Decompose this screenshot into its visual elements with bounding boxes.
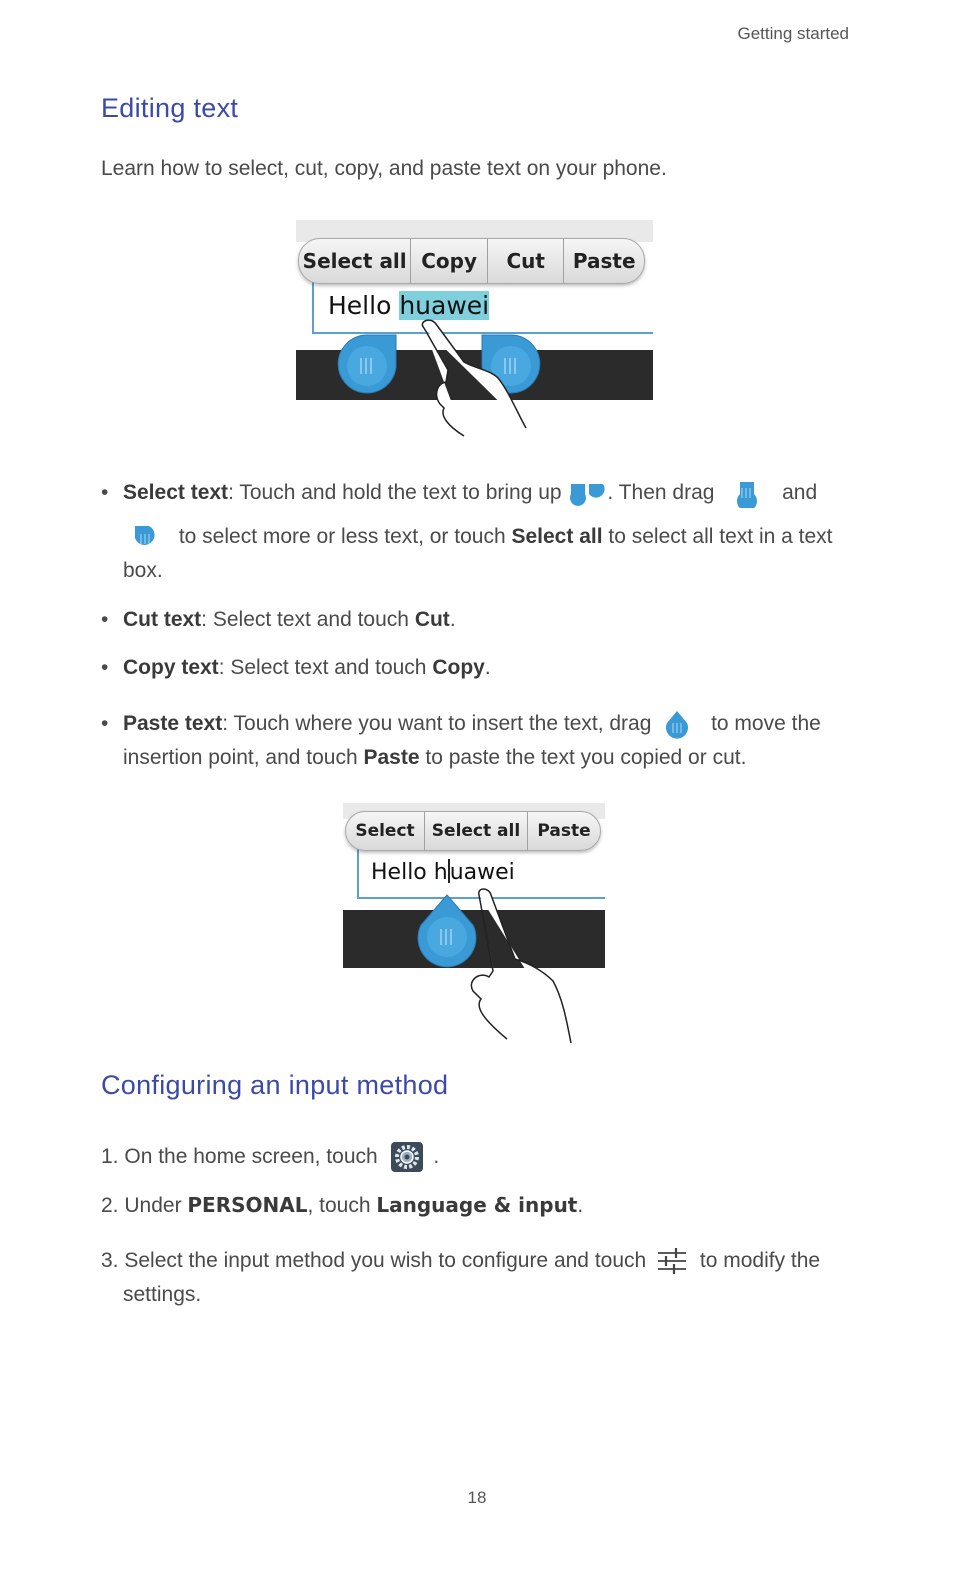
cut-text-desc-1: : Select text and touch — [201, 608, 415, 631]
step-number: 1. — [101, 1145, 119, 1168]
field-text-before-cursor: Hello h — [371, 860, 448, 885]
paste-text-desc-1: : Touch where you want to insert the text, drag — [222, 712, 658, 735]
left-selection-handle-icon — [728, 478, 768, 508]
step-number: 2. — [101, 1194, 119, 1217]
step-2-text-1: Under — [124, 1194, 188, 1217]
pointing-hand-icon — [471, 889, 571, 1043]
label-paste: Paste — [363, 746, 420, 769]
menu-paste: Paste — [572, 249, 636, 273]
insertion-handle-and-hand — [343, 803, 605, 1048]
settings-gear-icon — [390, 1141, 424, 1173]
step-1-end: . — [433, 1145, 440, 1168]
select-text-desc-2: . Then drag — [607, 481, 721, 504]
step-3-text-3: settings. — [123, 1283, 202, 1306]
bullet-dot: • — [101, 656, 109, 679]
label-cut: Cut — [414, 608, 450, 631]
field-text-plain: Hello — [328, 291, 400, 320]
label-copy: Copy — [432, 656, 485, 679]
label-cut-text: Cut text — [123, 608, 202, 631]
field-text-selected: huawei — [399, 291, 490, 320]
section-title-configuring-input: Configuring an input method — [101, 1070, 449, 1100]
step-2-end: . — [577, 1194, 584, 1217]
running-header: Getting started — [737, 24, 849, 43]
menu-paste: Paste — [537, 821, 591, 841]
section-title-editing-text: Editing text — [101, 93, 239, 123]
step-3 — [101, 1244, 861, 1312]
bullet-dot: • — [101, 712, 109, 735]
step-3-text-2: to modify the — [699, 1249, 821, 1272]
menu-copy: Copy — [411, 239, 488, 283]
bullet-cut-text — [101, 603, 841, 637]
bullet-paste-text — [101, 707, 841, 777]
step-1-text: On the home screen, touch — [124, 1145, 384, 1168]
label-select-all: Select all — [511, 525, 603, 548]
text-selection-handles-icon — [567, 480, 607, 506]
step-number: 3. — [101, 1249, 119, 1272]
menu-select: Select — [346, 812, 425, 850]
step-3-text-1: Select the input method you wish to configure and touch — [124, 1249, 653, 1272]
insertion-handle-icon — [657, 709, 697, 739]
select-text-desc-1: : Touch and hold the text to bring up — [228, 481, 568, 504]
selection-handles-and-hand — [296, 220, 653, 440]
menu-select-all: Select all — [425, 812, 528, 850]
paste-text-desc-2: to move the — [705, 712, 821, 735]
page-number: 18 — [467, 1488, 487, 1507]
select-text-desc-4: to select more or less text, or touch — [173, 525, 512, 548]
field-text-after-cursor: uawei — [449, 860, 515, 885]
figure-paste-text — [343, 803, 605, 1048]
right-selection-handle-icon — [131, 522, 161, 552]
bullet-select-text — [101, 476, 841, 586]
cut-text-desc-2: . — [449, 608, 456, 631]
select-text-desc-3: and — [776, 481, 818, 504]
label-copy-text: Copy text — [123, 656, 219, 679]
left-handle-icon — [338, 335, 396, 393]
label-personal: PERSONAL — [187, 1193, 308, 1217]
label-paste-text: Paste text — [123, 712, 223, 735]
paste-text-desc-3: insertion point, and touch — [123, 746, 364, 769]
bullet-copy-text — [101, 651, 841, 685]
copy-text-desc-1: : Select text and touch — [218, 656, 433, 679]
bullet-dot: • — [101, 481, 109, 504]
step-2-text-2: , touch — [307, 1194, 377, 1217]
settings-sliders-icon — [656, 1247, 688, 1275]
select-text-desc-6: box. — [123, 559, 163, 582]
editing-intro: Learn how to select, cut, copy, and paste text on your phone. — [101, 157, 667, 180]
menu-select-all: Select all — [299, 239, 411, 283]
label-language-input: Language & input — [376, 1193, 578, 1217]
step-2 — [101, 1188, 583, 1223]
figure-select-text — [296, 220, 653, 440]
label-select-text: Select text — [123, 481, 229, 504]
paste-text-desc-4: to paste the text you copied or cut. — [419, 746, 747, 769]
copy-text-desc-2: . — [484, 656, 491, 679]
menu-cut: Cut — [488, 239, 565, 283]
insertion-handle-icon — [418, 895, 476, 967]
bullet-dot: • — [101, 608, 109, 631]
step-1 — [101, 1140, 439, 1174]
select-text-desc-5: to select all text in a text — [602, 525, 833, 548]
